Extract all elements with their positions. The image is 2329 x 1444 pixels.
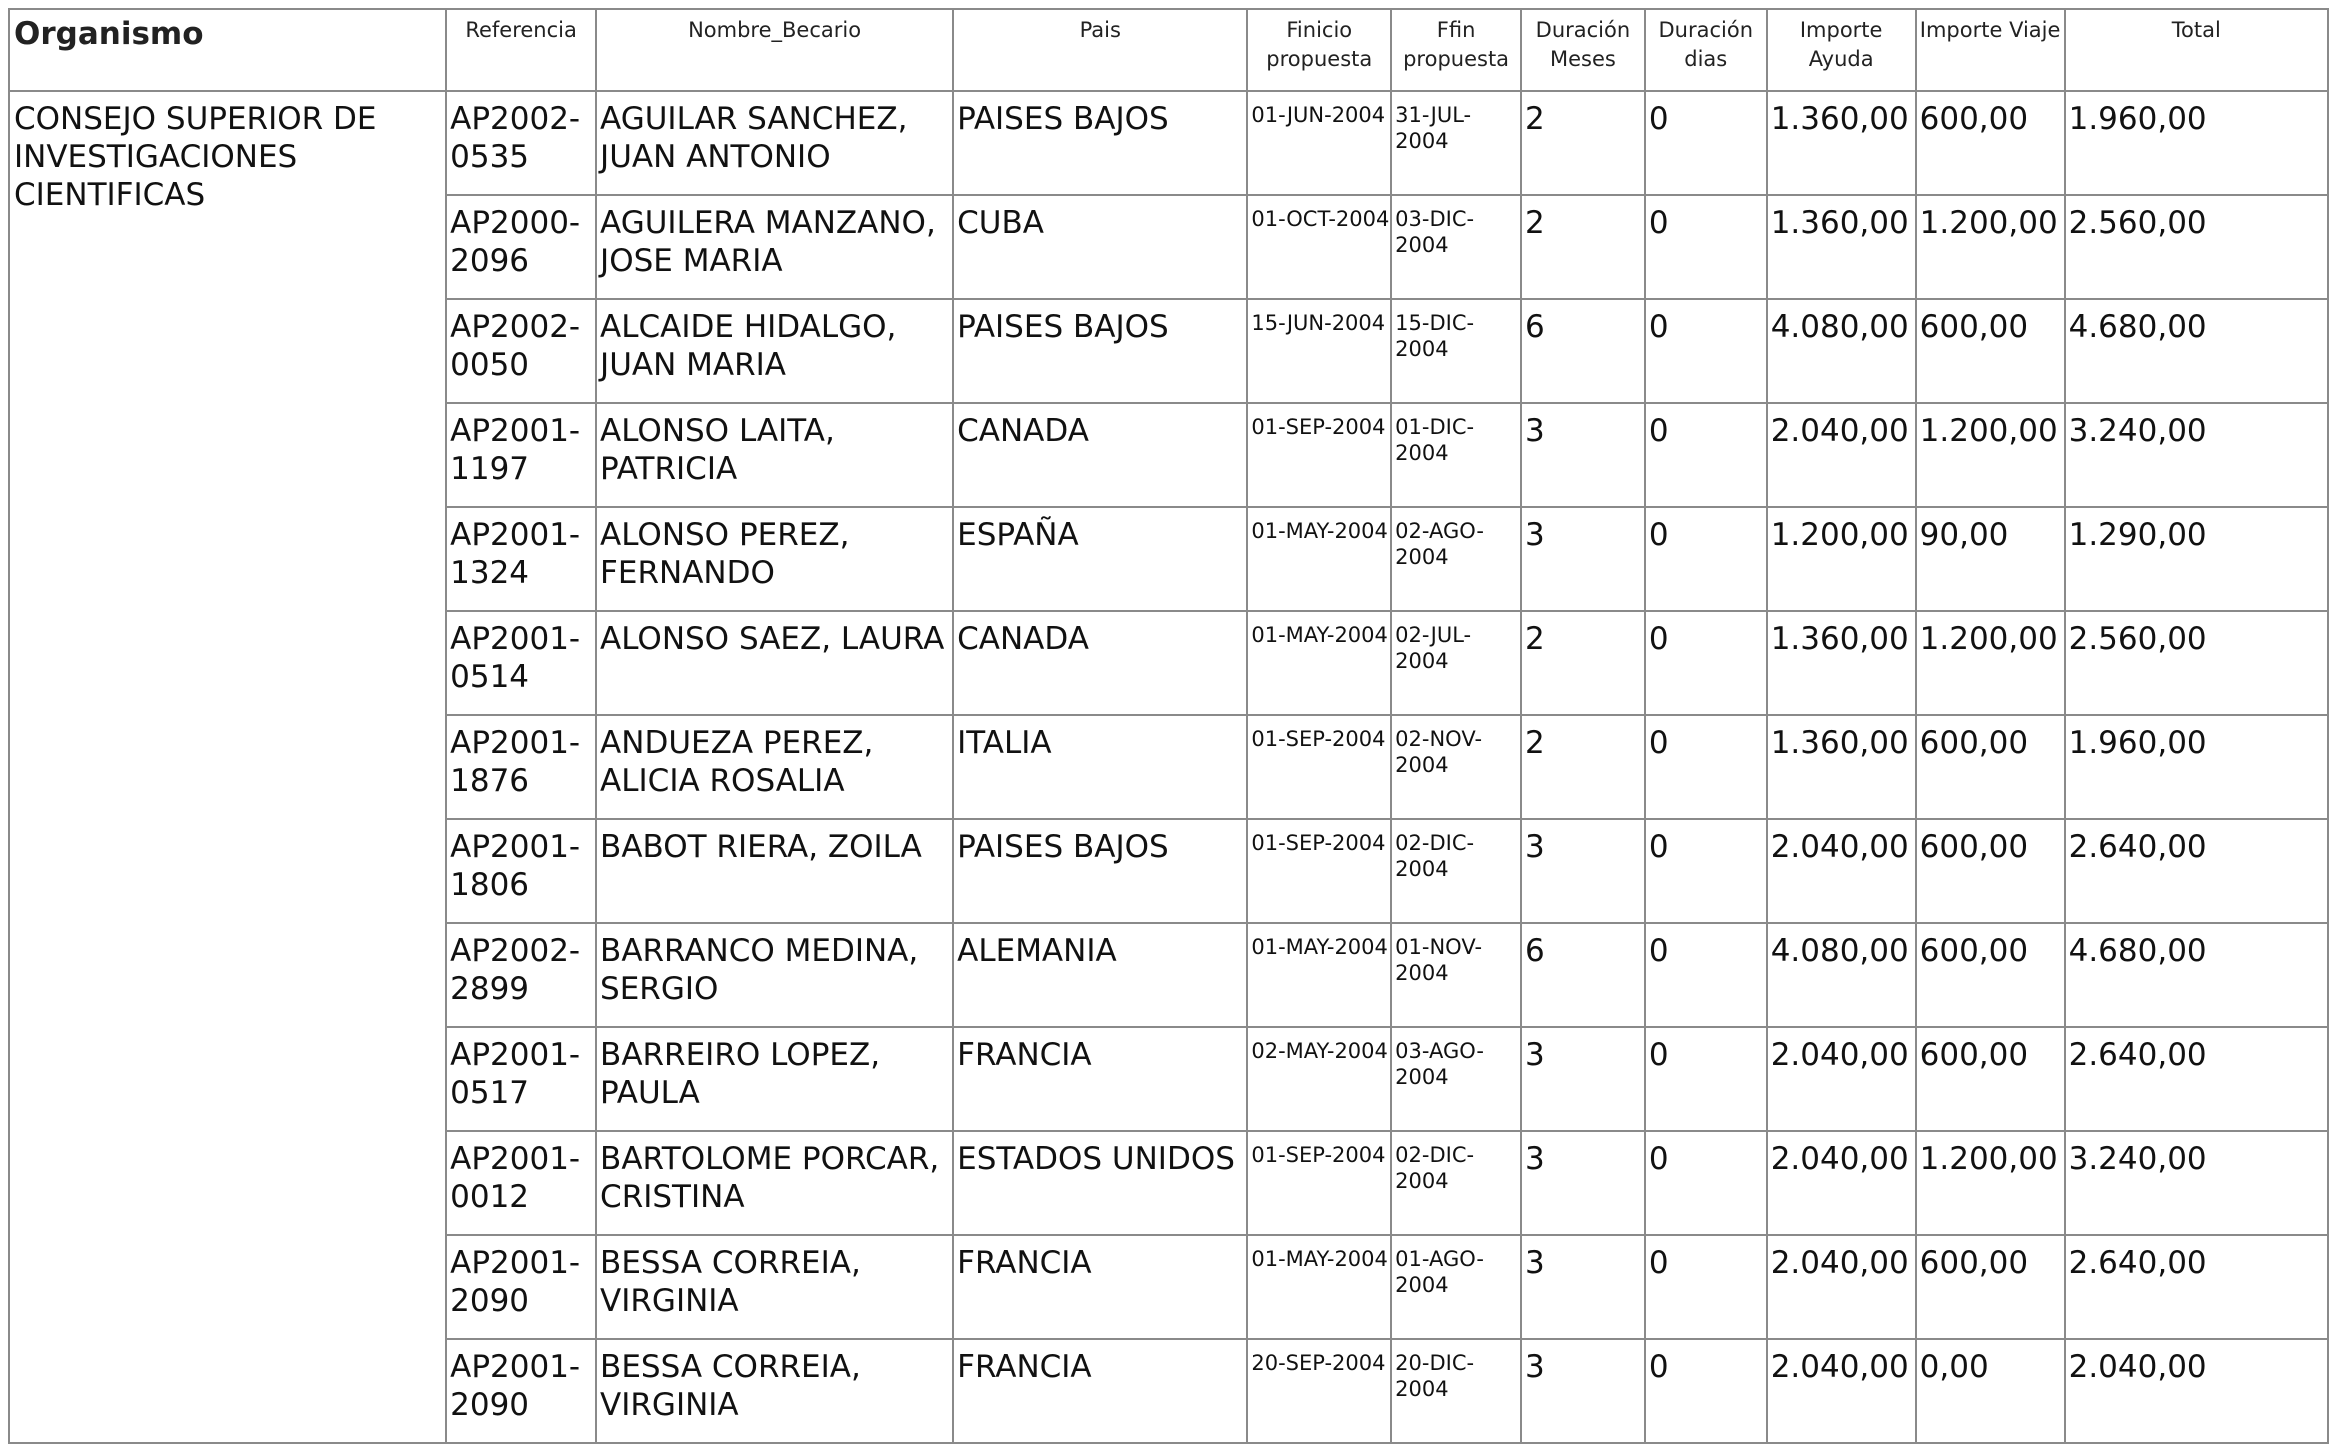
cell-ffin: 15-DIC-2004	[1391, 299, 1521, 403]
cell-ffin: 01-NOV-2004	[1391, 923, 1521, 1027]
cell-total: 2.640,00	[2065, 819, 2328, 923]
cell-finicio: 01-SEP-2004	[1247, 715, 1391, 819]
cell-duracion-meses: 3	[1521, 507, 1645, 611]
header-total: Total	[2065, 9, 2328, 91]
cell-duracion-dias: 0	[1645, 507, 1767, 611]
cell-total: 4.680,00	[2065, 923, 2328, 1027]
cell-importe-ayuda: 2.040,00	[1767, 1339, 1916, 1443]
cell-referencia: AP2001-1324	[446, 507, 596, 611]
header-nombre-becario: Nombre_Becario	[596, 9, 953, 91]
cell-total: 3.240,00	[2065, 403, 2328, 507]
cell-ffin: 31-JUL-2004	[1391, 91, 1521, 195]
cell-referencia: AP2001-1197	[446, 403, 596, 507]
cell-importe-viaje: 600,00	[1916, 819, 2065, 923]
cell-total: 3.240,00	[2065, 1131, 2328, 1235]
cell-referencia: AP2001-0517	[446, 1027, 596, 1131]
cell-referencia: AP2001-2090	[446, 1339, 596, 1443]
cell-importe-viaje: 600,00	[1916, 1027, 2065, 1131]
cell-ffin: 02-DIC-2004	[1391, 819, 1521, 923]
cell-nombre-becario: AGUILAR SANCHEZ, JUAN ANTONIO	[596, 91, 953, 195]
cell-duracion-meses: 2	[1521, 91, 1645, 195]
cell-finicio: 01-SEP-2004	[1247, 1131, 1391, 1235]
cell-pais: ESPAÑA	[953, 507, 1247, 611]
cell-duracion-dias: 0	[1645, 1027, 1767, 1131]
cell-finicio: 01-MAY-2004	[1247, 923, 1391, 1027]
cell-total: 2.560,00	[2065, 611, 2328, 715]
cell-nombre-becario: BABOT RIERA, ZOILA	[596, 819, 953, 923]
cell-referencia: AP2002-0535	[446, 91, 596, 195]
cell-importe-ayuda: 2.040,00	[1767, 403, 1916, 507]
cell-total: 2.560,00	[2065, 195, 2328, 299]
cell-duracion-dias: 0	[1645, 819, 1767, 923]
cell-referencia: AP2001-1806	[446, 819, 596, 923]
cell-importe-viaje: 1.200,00	[1916, 1131, 2065, 1235]
cell-importe-viaje: 600,00	[1916, 91, 2065, 195]
cell-duracion-dias: 0	[1645, 1235, 1767, 1339]
header-duracion-meses: Duración Meses	[1521, 9, 1645, 91]
cell-nombre-becario: ALONSO PEREZ, FERNANDO	[596, 507, 953, 611]
cell-importe-ayuda: 2.040,00	[1767, 1131, 1916, 1235]
cell-pais: PAISES BAJOS	[953, 299, 1247, 403]
header-importe-ayuda: Importe Ayuda	[1767, 9, 1916, 91]
cell-referencia: AP2002-0050	[446, 299, 596, 403]
cell-finicio: 01-MAY-2004	[1247, 1235, 1391, 1339]
cell-duracion-meses: 2	[1521, 611, 1645, 715]
table-row	[9, 91, 2328, 195]
cell-duracion-dias: 0	[1645, 1339, 1767, 1443]
cell-duracion-meses: 3	[1521, 1339, 1645, 1443]
cell-nombre-becario: AGUILERA MANZANO, JOSE MARIA	[596, 195, 953, 299]
cell-organismo: CONSEJO SUPERIOR DE INVESTIGACIONES CIENTIFICAS	[9, 91, 446, 1443]
cell-ffin: 01-DIC-2004	[1391, 403, 1521, 507]
cell-duracion-meses: 3	[1521, 1027, 1645, 1131]
table-body	[9, 91, 2328, 1443]
cell-finicio: 01-MAY-2004	[1247, 507, 1391, 611]
header-ffin: Ffin propuesta	[1391, 9, 1521, 91]
cell-duracion-dias: 0	[1645, 91, 1767, 195]
cell-importe-ayuda: 4.080,00	[1767, 923, 1916, 1027]
cell-duracion-meses: 3	[1521, 819, 1645, 923]
header-organismo: Organismo	[9, 9, 446, 91]
cell-total: 2.640,00	[2065, 1027, 2328, 1131]
cell-nombre-becario: ALCAIDE HIDALGO, JUAN MARIA	[596, 299, 953, 403]
cell-pais: PAISES BAJOS	[953, 91, 1247, 195]
cell-finicio: 01-JUN-2004	[1247, 91, 1391, 195]
cell-ffin: 01-AGO-2004	[1391, 1235, 1521, 1339]
cell-total: 1.960,00	[2065, 715, 2328, 819]
cell-total: 1.960,00	[2065, 91, 2328, 195]
cell-duracion-dias: 0	[1645, 299, 1767, 403]
cell-importe-viaje: 600,00	[1916, 299, 2065, 403]
cell-ffin: 02-JUL-2004	[1391, 611, 1521, 715]
cell-pais: ALEMANIA	[953, 923, 1247, 1027]
cell-duracion-dias: 0	[1645, 715, 1767, 819]
cell-pais: FRANCIA	[953, 1235, 1247, 1339]
cell-nombre-becario: BARTOLOME PORCAR, CRISTINA	[596, 1131, 953, 1235]
cell-duracion-dias: 0	[1645, 1131, 1767, 1235]
cell-duracion-dias: 0	[1645, 923, 1767, 1027]
cell-duracion-dias: 0	[1645, 195, 1767, 299]
header-referencia: Referencia	[446, 9, 596, 91]
cell-finicio: 15-JUN-2004	[1247, 299, 1391, 403]
cell-duracion-meses: 6	[1521, 923, 1645, 1027]
cell-duracion-dias: 0	[1645, 403, 1767, 507]
header-duracion-dias: Duración dias	[1645, 9, 1767, 91]
cell-importe-viaje: 600,00	[1916, 1235, 2065, 1339]
cell-nombre-becario: ALONSO SAEZ, LAURA	[596, 611, 953, 715]
cell-importe-viaje: 1.200,00	[1916, 611, 2065, 715]
cell-finicio: 01-SEP-2004	[1247, 403, 1391, 507]
cell-nombre-becario: BESSA CORREIA, VIRGINIA	[596, 1235, 953, 1339]
cell-importe-ayuda: 1.360,00	[1767, 611, 1916, 715]
cell-nombre-becario: ALONSO LAITA, PATRICIA	[596, 403, 953, 507]
cell-finicio: 02-MAY-2004	[1247, 1027, 1391, 1131]
cell-ffin: 02-AGO-2004	[1391, 507, 1521, 611]
cell-finicio: 01-SEP-2004	[1247, 819, 1391, 923]
cell-pais: CANADA	[953, 611, 1247, 715]
cell-duracion-meses: 3	[1521, 403, 1645, 507]
cell-referencia: AP2001-2090	[446, 1235, 596, 1339]
cell-duracion-meses: 3	[1521, 1131, 1645, 1235]
header-pais: Pais	[953, 9, 1247, 91]
becarios-table	[8, 8, 2329, 1444]
cell-importe-viaje: 90,00	[1916, 507, 2065, 611]
cell-pais: FRANCIA	[953, 1339, 1247, 1443]
cell-duracion-meses: 3	[1521, 1235, 1645, 1339]
cell-total: 4.680,00	[2065, 299, 2328, 403]
cell-pais: CUBA	[953, 195, 1247, 299]
cell-importe-viaje: 0,00	[1916, 1339, 2065, 1443]
cell-referencia: AP2001-1876	[446, 715, 596, 819]
cell-ffin: 03-AGO-2004	[1391, 1027, 1521, 1131]
cell-ffin: 03-DIC-2004	[1391, 195, 1521, 299]
cell-importe-ayuda: 2.040,00	[1767, 819, 1916, 923]
cell-importe-viaje: 1.200,00	[1916, 403, 2065, 507]
cell-importe-ayuda: 2.040,00	[1767, 1235, 1916, 1339]
cell-duracion-meses: 6	[1521, 299, 1645, 403]
cell-pais: ITALIA	[953, 715, 1247, 819]
header-finicio: Finicio propuesta	[1247, 9, 1391, 91]
cell-pais: CANADA	[953, 403, 1247, 507]
cell-duracion-dias: 0	[1645, 611, 1767, 715]
cell-ffin: 02-NOV-2004	[1391, 715, 1521, 819]
cell-referencia: AP2001-0012	[446, 1131, 596, 1235]
cell-ffin: 20-DIC-2004	[1391, 1339, 1521, 1443]
cell-importe-ayuda: 2.040,00	[1767, 1027, 1916, 1131]
cell-total: 2.640,00	[2065, 1235, 2328, 1339]
cell-pais: ESTADOS UNIDOS	[953, 1131, 1247, 1235]
header-importe-viaje: Importe Viaje	[1916, 9, 2065, 91]
cell-finicio: 01-MAY-2004	[1247, 611, 1391, 715]
cell-importe-viaje: 1.200,00	[1916, 195, 2065, 299]
cell-duracion-meses: 2	[1521, 715, 1645, 819]
cell-total: 2.040,00	[2065, 1339, 2328, 1443]
cell-finicio: 01-OCT-2004	[1247, 195, 1391, 299]
cell-pais: FRANCIA	[953, 1027, 1247, 1131]
cell-importe-ayuda: 4.080,00	[1767, 299, 1916, 403]
cell-total: 1.290,00	[2065, 507, 2328, 611]
header-row	[9, 9, 2328, 91]
cell-referencia: AP2002-2899	[446, 923, 596, 1027]
cell-referencia: AP2000-2096	[446, 195, 596, 299]
cell-importe-ayuda: 1.360,00	[1767, 715, 1916, 819]
cell-nombre-becario: BARRANCO MEDINA, SERGIO	[596, 923, 953, 1027]
cell-nombre-becario: BARREIRO LOPEZ, PAULA	[596, 1027, 953, 1131]
cell-importe-viaje: 600,00	[1916, 923, 2065, 1027]
cell-importe-ayuda: 1.200,00	[1767, 507, 1916, 611]
cell-referencia: AP2001-0514	[446, 611, 596, 715]
cell-importe-ayuda: 1.360,00	[1767, 195, 1916, 299]
cell-nombre-becario: ANDUEZA PEREZ, ALICIA ROSALIA	[596, 715, 953, 819]
cell-finicio: 20-SEP-2004	[1247, 1339, 1391, 1443]
cell-ffin: 02-DIC-2004	[1391, 1131, 1521, 1235]
cell-pais: PAISES BAJOS	[953, 819, 1247, 923]
cell-importe-viaje: 600,00	[1916, 715, 2065, 819]
cell-duracion-meses: 2	[1521, 195, 1645, 299]
cell-nombre-becario: BESSA CORREIA, VIRGINIA	[596, 1339, 953, 1443]
cell-importe-ayuda: 1.360,00	[1767, 91, 1916, 195]
